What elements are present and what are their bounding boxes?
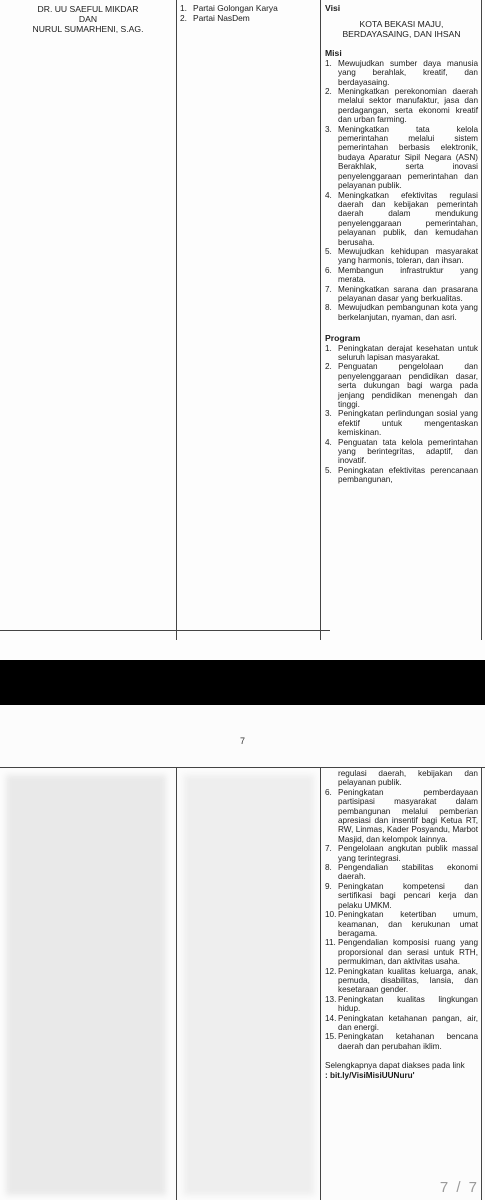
program-item — [325, 938, 478, 966]
program-item-number: 5. — [325, 465, 332, 475]
program-item-text: Peningkatan derajat kesehatan untuk seluruh lapisan masyarakat. — [338, 343, 478, 362]
program-item-text: Penguatan tata kelola pemerintahan yang berintegritas, adaptif, dan inovatif. — [338, 437, 478, 466]
program-item — [325, 409, 478, 437]
page-separator — [0, 660, 485, 705]
program-item-text: Peningkatan ketertiban umum, keamanan, dan kerukunan umat beragama. — [338, 910, 478, 938]
program-item — [325, 910, 478, 938]
party-number: 1. — [180, 3, 187, 13]
misi-item-text: Mewujudkan kehidupan masyarakat yang harmonis, toleran, dan ihsan. — [338, 246, 478, 266]
misi-item-number: 7. — [325, 284, 332, 294]
column-divider-1-p2 — [176, 767, 177, 1200]
program-item — [325, 863, 478, 882]
footer-text: Selengkapnya dapat diakses pada link — [325, 1061, 465, 1071]
program-item-text: Peningkatan perlindungan sosial yang efektif untuk mengentaskan kemiskinan. — [338, 409, 478, 438]
candidate-name-1: DR. UU SAEFUL MIKDAR — [37, 4, 139, 14]
program-item — [325, 995, 478, 1014]
program-item-text: Peningkatan ketahanan pangan, air, dan energi. — [338, 1013, 478, 1032]
program-item-number: 12. — [325, 966, 337, 976]
column-divider-right-p2 — [481, 767, 482, 1200]
column-divider-right — [481, 0, 482, 640]
visi-misi-program-column — [325, 4, 478, 485]
misi-item-number: 2. — [325, 87, 332, 97]
program-item — [325, 438, 478, 466]
program-item-number: 3. — [325, 409, 332, 419]
image-counter: 7 / 7 — [439, 1179, 479, 1196]
program-item-number: 9. — [325, 881, 332, 891]
misi-item — [325, 247, 478, 266]
party-list — [180, 4, 315, 23]
misi-item-number: 3. — [325, 124, 332, 134]
column-divider-2 — [320, 0, 321, 640]
misi-list — [325, 59, 478, 322]
program-item-text: Peningkatan ketahanan bencana daerah dan perubahan iklim. — [338, 1032, 478, 1051]
misi-item-text: Membangun infrastruktur yang merata. — [338, 265, 478, 285]
misi-item-text: Meningkatkan perekonomian daerah melalui sektor manufaktur, jasa dan perdagangan, serta ekonomi kreatif dan urban farming. — [338, 87, 478, 125]
party-name: Partai Golongan Karya — [193, 3, 278, 13]
program-item-number: 1. — [325, 343, 332, 353]
program-item-number: 14. — [325, 1013, 337, 1023]
program-item-text: Pengelolaan angkutan publik massal yang terintegrasi. — [338, 844, 478, 863]
program-item-number: 8. — [325, 863, 332, 873]
program-item — [325, 1014, 478, 1033]
redacted-column-1 — [6, 775, 166, 1195]
program-item — [325, 967, 478, 995]
program-item-number: 4. — [325, 437, 332, 447]
misi-item — [325, 125, 478, 191]
program-column-continued — [325, 769, 478, 1080]
misi-item — [325, 191, 478, 247]
program-item — [325, 1032, 478, 1051]
document-page-2 — [0, 705, 485, 1200]
program-item-text: Pengendalian komposisi ruang yang proporsional dan serasi untuk RTH, permukiman, dan aktivitas usaha. — [338, 938, 478, 967]
candidate-names — [4, 4, 172, 34]
candidate-name-2: NURUL SUMARHENI, S.AG. — [32, 24, 144, 34]
program-item — [325, 466, 478, 485]
program-item — [325, 844, 478, 863]
misi-item — [325, 303, 478, 322]
misi-item — [325, 285, 478, 304]
table-top-line — [0, 767, 485, 768]
misi-item-text: Meningkatkan efektivitas regulasi daerah dan kebijakan pemerintah daerah dalam mendukung penyelenggaraan pemerintahan, pelayanan publik, dan kemudahan berusaha. — [338, 190, 478, 247]
misi-heading: Misi — [325, 48, 342, 59]
misi-item-text: Mewujudkan sumber daya manusia yang berahlak, kreatif, dan berdayasaing. — [338, 58, 478, 87]
program-item-number: 15. — [325, 1032, 337, 1042]
misi-item-text: Mewujudkan pembangunan kota yang berkelanjutan, nyaman, dan asri. — [338, 303, 478, 322]
misi-item-number: 1. — [325, 58, 332, 68]
footer-link[interactable]: : bit.ly/VisiMisiUUNuru' — [325, 1070, 415, 1080]
program-item-text: Peningkatan kualitas keluarga, anak, pemuda, disabilitas, lansia, dan kesetaraan gender. — [338, 966, 478, 995]
program-item-number: 11. — [325, 938, 336, 948]
program-list-part-1 — [325, 344, 478, 485]
column-divider-1 — [176, 0, 177, 640]
program-item-text: Peningkatan pemberdayaan partisipasi masyarakat dalam pembangunan melalui pemberian apresiasi dan insentif bagi Ketua RT, RW, Linmas, Kader Posyandu, Marbot Masjid, dan kelompok lainnya. — [338, 787, 478, 844]
misi-item — [325, 87, 478, 125]
party-number: 2. — [180, 12, 187, 23]
footer-note — [325, 1061, 478, 1080]
misi-item-number: 5. — [325, 246, 332, 256]
redacted-column-2 — [184, 775, 314, 1195]
program-item-number: 2. — [325, 362, 332, 372]
page-number: 7 — [239, 736, 245, 746]
misi-item-text: Meningkatkan tata kelola pemerintahan melalui sistem pemerintahan berbasis elektronik, budaya Aparatur Sipil Negara (ASN) Berakhlak, serta inovasi penyelenggaraan pemerintahan dan pelayanan publik. — [338, 124, 478, 191]
program-item — [325, 362, 478, 409]
program-item-number: 13. — [325, 994, 337, 1004]
program-heading: Program — [325, 333, 361, 344]
program-item — [325, 788, 478, 844]
program-continuation-text: regulasi daerah, kebijakan dan pelayanan publik. — [338, 769, 478, 788]
program-item-number: 7. — [325, 844, 332, 854]
program-item-text: Penguatan pengelolaan dan penyelenggaraan pendidikan dasar, serta dukungan bagi warga pada jenjang pendidikan menengah dan tinggi. — [338, 362, 478, 410]
party-item — [180, 14, 315, 24]
misi-item-text: Meningkatkan sarana dan prasarana pelayanan dasar yang berkualitas. — [338, 284, 478, 303]
misi-item-number: 8. — [325, 303, 332, 313]
misi-item — [325, 59, 478, 87]
program-item — [325, 882, 478, 910]
misi-item-number: 6. — [325, 265, 332, 275]
program-item-number: 10. — [325, 910, 337, 920]
program-item-text: Peningkatan kompetensi dan sertifikasi bagi pencari kerja dan pelaku UMKM. — [338, 881, 478, 910]
column-divider-2-p2 — [320, 767, 321, 1200]
program-item — [325, 344, 478, 363]
program-item-text: Peningkatan efektivitas perencanaan pembangunan, — [338, 465, 478, 485]
party-name: Partai NasDem — [193, 12, 250, 23]
misi-item — [325, 266, 478, 285]
program-item-text: Pengendalian stabilitas ekonomi daerah. — [338, 863, 478, 882]
misi-item-number: 4. — [325, 190, 332, 200]
visi-heading: Visi — [325, 3, 341, 13]
program-list-part-2 — [325, 788, 478, 1051]
row-bottom-line — [0, 630, 330, 631]
program-item-number: 6. — [325, 787, 332, 797]
candidate-conjunction: DAN — [78, 14, 98, 24]
program-item-text: Peningkatan kualitas lingkungan hidup. — [338, 994, 478, 1014]
visi-statement: KOTA BEKASI MAJU, BERDAYASAING, DAN IHSAN — [342, 19, 461, 40]
